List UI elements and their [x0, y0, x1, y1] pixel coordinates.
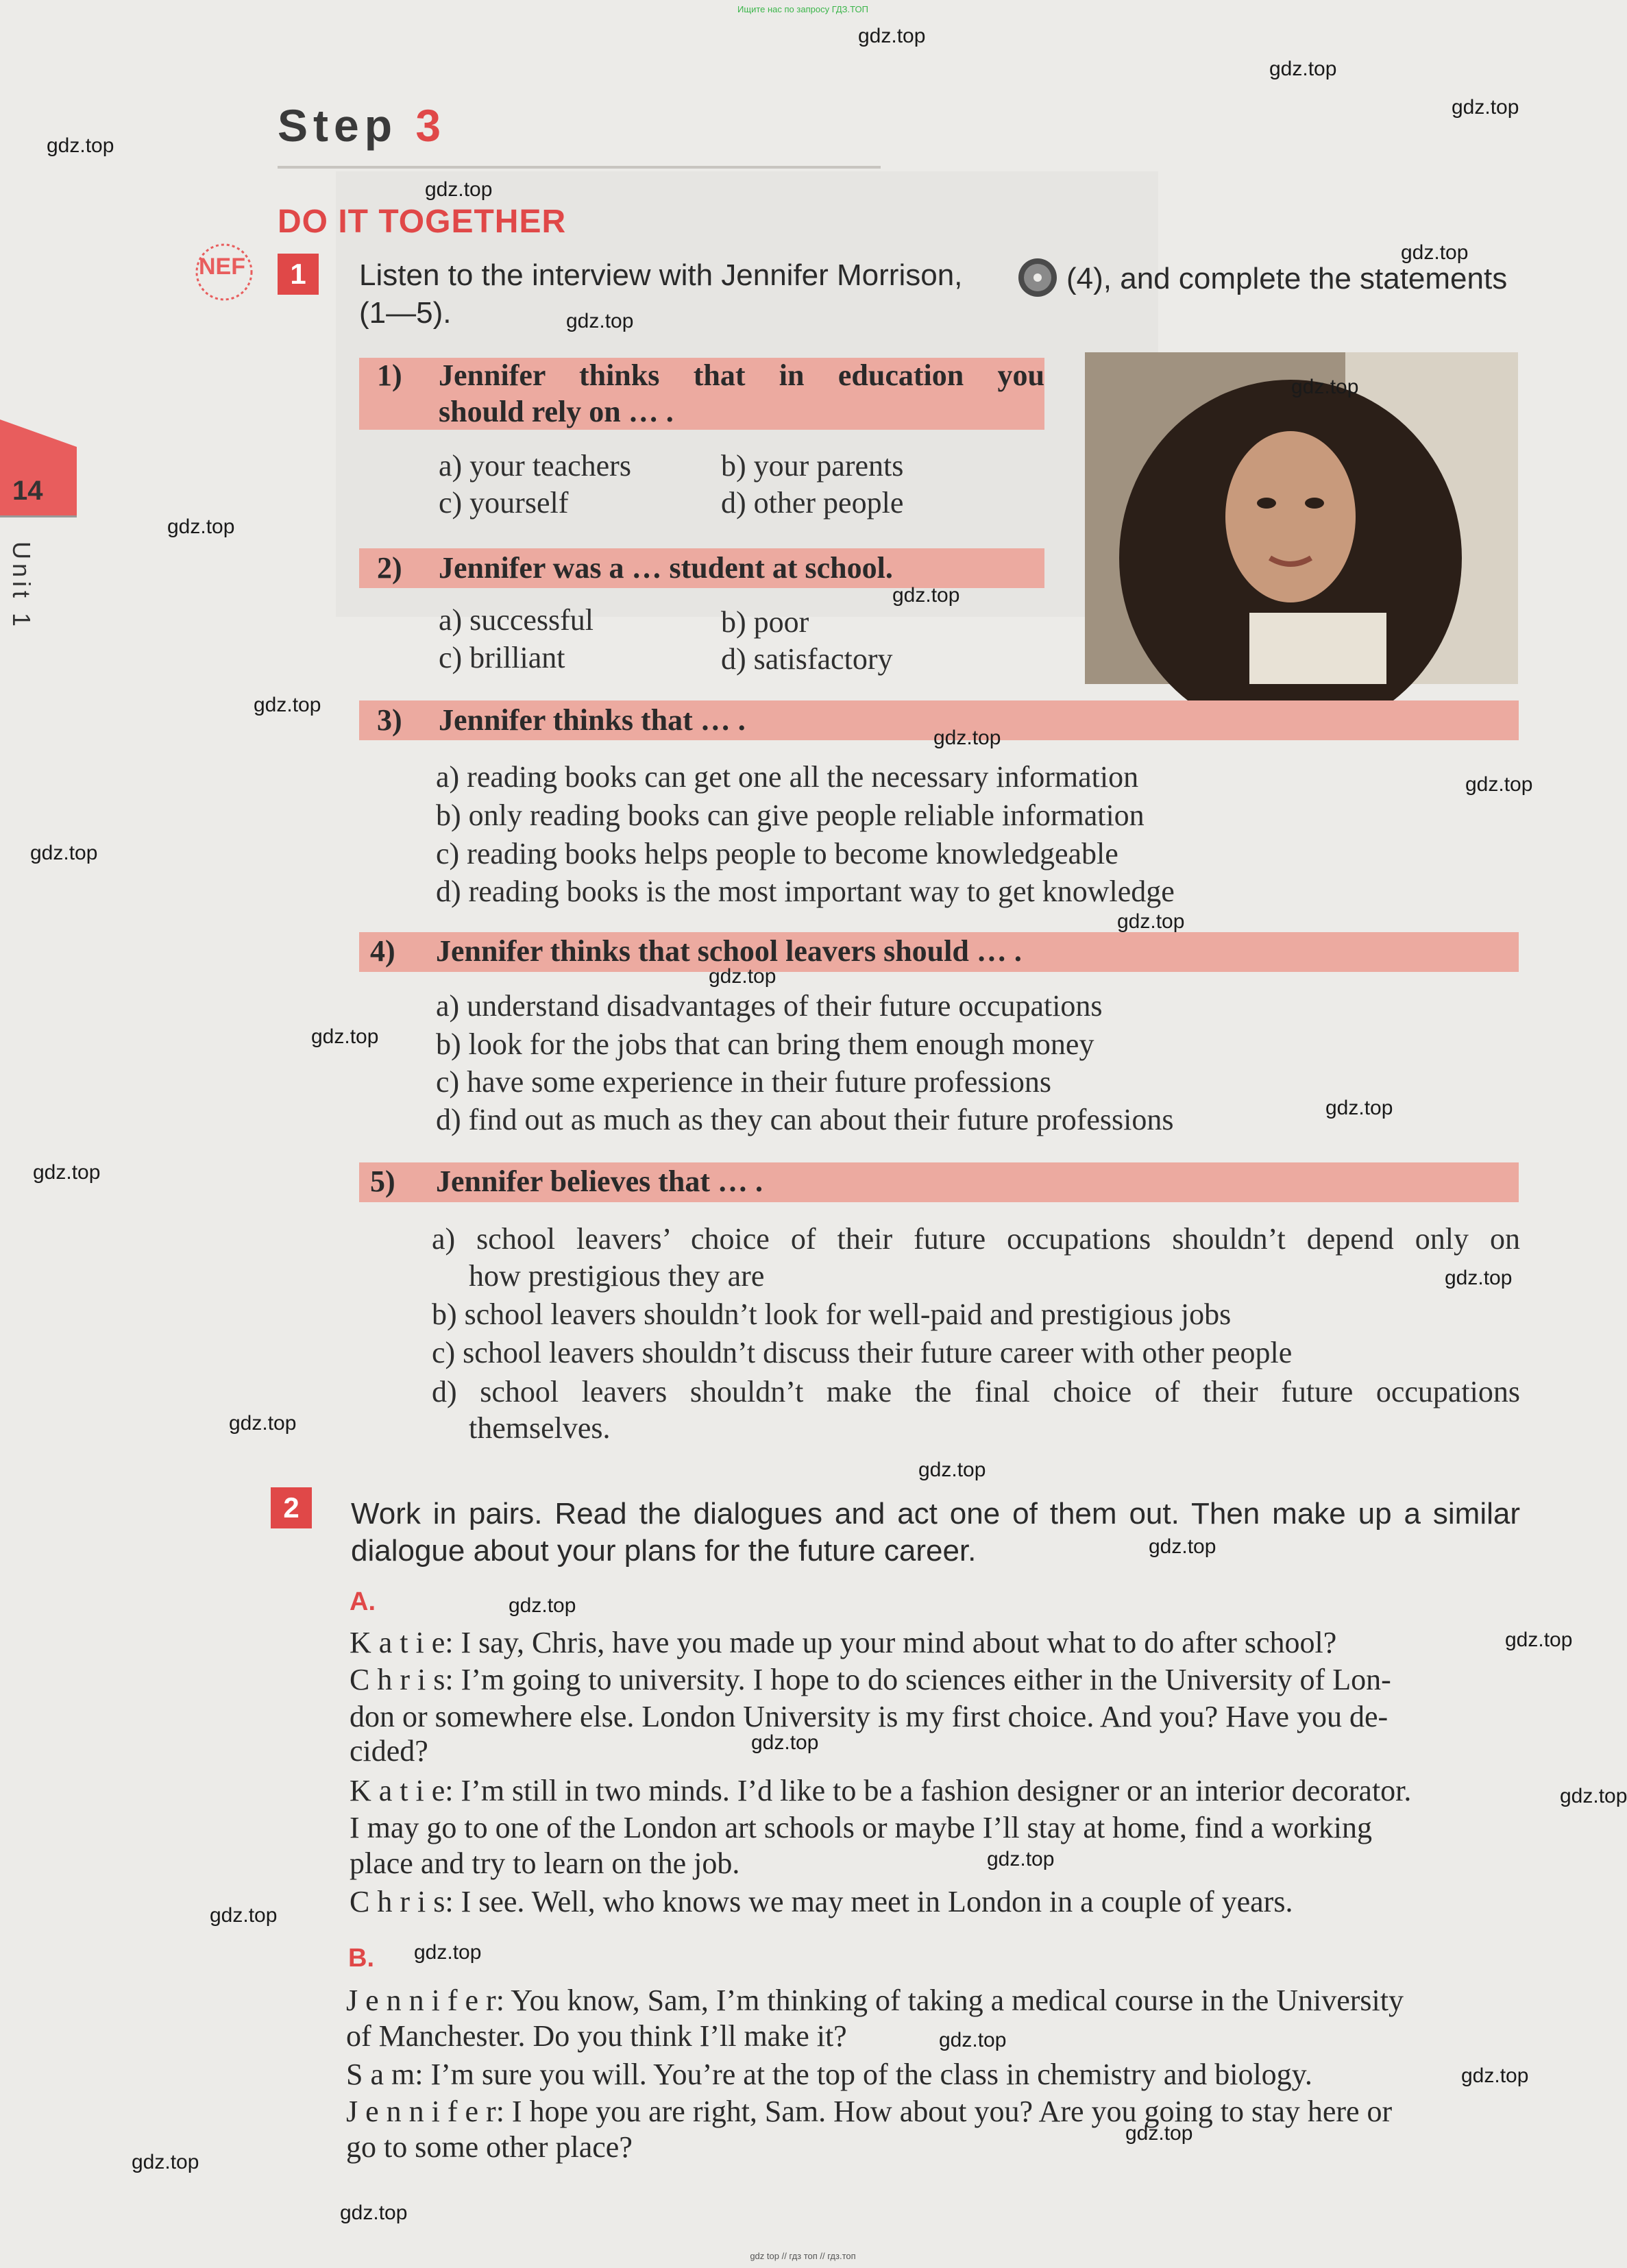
dialogue-b-line-2: of Manchester. Do you think I’ll make it? [346, 2019, 847, 2053]
watermark-text: gdz.top [30, 842, 98, 864]
question-5-text: Jennifer believes that … . [436, 1165, 763, 1198]
dialogue-a-line-6: I may go to one of the London art schools or maybe I’ll stay at home, find a working [350, 1811, 1372, 1844]
exercise-2-instruction-line1: Work in pairs. Read the dialogues and act one of them out. Then make up a similar [351, 1497, 1520, 1531]
watermark-text: gdz.top [987, 1848, 1055, 1870]
exercise-1-number: 1 [278, 254, 319, 295]
watermark-text: gdz.top [47, 134, 114, 157]
watermark-text: gdz.top [311, 1025, 379, 1048]
question-2-option-c: c) brilliant [439, 641, 565, 674]
question-1-option-a: a) your teachers [439, 449, 631, 483]
question-5-option-d-cont: themselves. [469, 1411, 611, 1445]
page-number: 14 [12, 476, 43, 506]
watermark-text: gdz.top [254, 694, 321, 716]
watermark-text: gdz.top [425, 178, 493, 201]
watermark-text: gdz.top [1125, 2122, 1193, 2145]
question-5-option-a: a) school leavers’ choice of their future occupations shouldn’t depend only on [432, 1222, 1520, 1256]
step-label: Step [278, 100, 398, 151]
question-2-number: 2) [377, 551, 402, 585]
watermark-text: gdz.top [933, 727, 1001, 749]
question-2-option-d: d) satisfactory [721, 642, 893, 676]
question-5-option-c: c) school leavers shouldn’t discuss their future career with other people [432, 1336, 1293, 1369]
watermark-text: gdz.top [33, 1161, 101, 1184]
question-3-number: 3) [377, 703, 402, 737]
watermark-text: gdz.top [229, 1412, 297, 1435]
exercise-1-instruction-part2: (4), and complete the statements [1066, 262, 1508, 295]
question-5-option-a-cont: how prestigious they are [469, 1259, 765, 1293]
question-4-option-b: b) look for the jobs that can bring them enough money [436, 1027, 1094, 1061]
question-5-option-b: b) school leavers shouldn’t look for well-paid and prestigious jobs [432, 1297, 1232, 1331]
watermark-text: gdz.top [892, 584, 960, 607]
dialogue-a-line-3: don or somewhere else. London University is my first choice. And you? Have you de- [350, 1700, 1389, 1733]
step-underline [278, 166, 881, 169]
dialogue-b-line-3: S a m: I’m sure you will. You’re at the top of the class in chemistry and biology. [346, 2058, 1312, 2091]
question-1-option-b: b) your parents [721, 449, 904, 483]
top-banner: Ищите нас по запросу ГДЗ.ТОП [737, 4, 868, 14]
question-4-option-a: a) understand disadvantages of their future occupations [436, 989, 1103, 1023]
question-5-option-d: d) school leavers shouldn’t make the final choice of their future occupations [432, 1375, 1520, 1409]
dialogue-a-line-5: K a t i e: I’m still in two minds. I’d like to be a fashion designer or an interior decorator. [350, 1774, 1412, 1807]
question-3-option-b: b) only reading books can give people reliable information [436, 798, 1145, 832]
watermark-text: gdz.top [167, 515, 235, 538]
dialogue-b-line-4: J e n n i f e r: I hope you are right, Sam. How about you? Are you going to stay here or [346, 2095, 1393, 2128]
question-3-text: Jennifer thinks that … . [439, 703, 746, 737]
watermark-text: gdz.top [1560, 1785, 1627, 1807]
exercise-1-instruction-part3: (1—5). [359, 296, 452, 330]
page-footer: gdz top // гдз топ // гдз.топ [750, 2251, 856, 2261]
dialogue-b-label: B. [348, 1944, 374, 1973]
jennifer-photo [1085, 352, 1518, 684]
watermark-text: gdz.top [340, 2202, 408, 2224]
watermark-text: gdz.top [751, 1731, 819, 1754]
question-4-text: Jennifer thinks that school leavers should … . [436, 934, 1022, 968]
dialogue-a-label: A. [350, 1587, 376, 1616]
question-1-number: 1) [377, 358, 402, 392]
step-number: 3 [415, 100, 441, 151]
dialogue-a-line-1: K a t i e: I say, Chris, have you made up your mind about what to do after school? [350, 1626, 1337, 1659]
question-4-number: 4) [370, 934, 395, 968]
exercise-1-instruction-part1: Listen to the interview with Jennifer Morrison, [359, 258, 963, 292]
question-1-option-d: d) other people [721, 486, 904, 520]
nef-badge-label: NEF [199, 254, 245, 280]
watermark-text: gdz.top [509, 1594, 576, 1617]
question-3-option-c: c) reading books helps people to become knowledgeable [436, 837, 1118, 870]
watermark-text: gdz.top [1269, 58, 1337, 80]
question-1-text-line1: Jennifer thinks that in education you [439, 358, 1044, 392]
question-2-option-a: a) successful [439, 603, 594, 637]
question-1-option-c: c) yourself [439, 486, 569, 520]
section-title: DO IT TOGETHER [278, 204, 567, 240]
watermark-text: gdz.top [1149, 1535, 1216, 1558]
watermark-text: gdz.top [939, 2029, 1007, 2051]
exercise-2-number: 2 [271, 1487, 312, 1528]
dialogue-b-line-5: go to some other place? [346, 2130, 633, 2164]
watermark-text: gdz.top [1465, 773, 1533, 796]
question-3-option-d: d) reading books is the most important way to get knowledge [436, 875, 1175, 908]
exercise-1-instruction [359, 257, 962, 294]
watermark-text: gdz.top [132, 2151, 199, 2173]
watermark-text: gdz.top [1291, 376, 1359, 398]
question-2-option-b: b) poor [721, 605, 809, 639]
watermark-text: gdz.top [918, 1459, 986, 1481]
question-5-number: 5) [370, 1165, 395, 1198]
step-title [278, 99, 441, 151]
watermark-text: gdz.top [1505, 1629, 1573, 1651]
watermark-text: gdz.top [566, 310, 634, 332]
question-2-text: Jennifer was a … student at school. [439, 551, 893, 585]
dialogue-a-line-7: place and try to learn on the job. [350, 1846, 740, 1880]
unit-label: Unit 1 [8, 541, 36, 631]
dialogue-b-line-1: J e n n i f e r: You know, Sam, I’m thinking of taking a medical course in the University [346, 1984, 1404, 2017]
watermark-text: gdz.top [1117, 910, 1185, 933]
side-divider [0, 515, 77, 517]
watermark-text: gdz.top [414, 1941, 482, 1964]
cd-audio-icon [1017, 257, 1058, 298]
dialogue-a-line-4: cided? [350, 1734, 428, 1768]
watermark-text: gdz.top [1452, 96, 1519, 119]
watermark-text: gdz.top [1461, 2064, 1529, 2087]
watermark-text: gdz.top [210, 1904, 278, 1927]
exercise-2-instruction-line2: dialogue about your plans for the future career. [351, 1534, 977, 1568]
question-1-text-line2: should rely on … . [439, 395, 674, 428]
question-3-option-a: a) reading books can get one all the necessary information [436, 760, 1139, 794]
question-4-option-d: d) find out as much as they can about their future professions [436, 1103, 1174, 1136]
watermark-text: gdz.top [709, 965, 776, 988]
question-4-option-c: c) have some experience in their future professions [436, 1065, 1051, 1099]
dialogue-a-line-8: C h r i s: I see. Well, who knows we may meet in London in a couple of years. [350, 1885, 1293, 1918]
watermark-text: gdz.top [1325, 1097, 1393, 1119]
watermark-text: gdz.top [1401, 241, 1469, 264]
watermark-text: gdz.top [858, 25, 926, 47]
watermark-text: gdz.top [1445, 1267, 1513, 1289]
dialogue-a-line-2: C h r i s: I’m going to university. I hope to do sciences either in the University of Lon- [350, 1663, 1391, 1696]
